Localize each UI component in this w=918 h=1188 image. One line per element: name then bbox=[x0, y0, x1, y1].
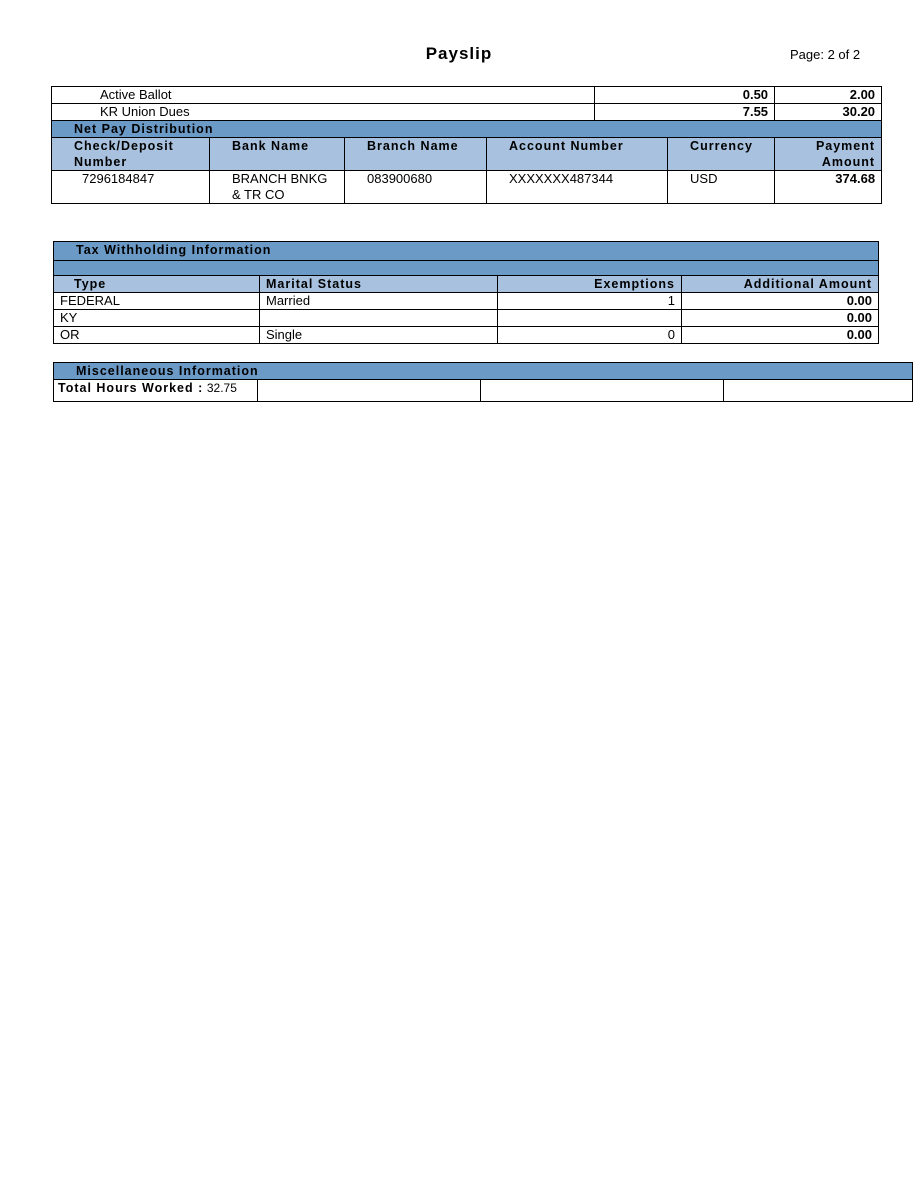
column-header: Currency bbox=[668, 138, 775, 171]
deduction-ytd: 30.20 bbox=[775, 104, 882, 121]
section-title: Miscellaneous Information bbox=[54, 363, 913, 380]
deductions-net-pay-table bbox=[51, 86, 882, 204]
table-row bbox=[52, 171, 882, 204]
empty-cell bbox=[481, 380, 724, 402]
section-title: Net Pay Distribution bbox=[52, 121, 882, 138]
column-header: Payment Amount bbox=[775, 138, 882, 171]
hours-label: Total Hours Worked : bbox=[58, 381, 204, 395]
payment-amount: 374.68 bbox=[775, 171, 882, 204]
empty-cell bbox=[258, 380, 481, 402]
check-number: 7296184847 bbox=[52, 171, 210, 204]
deduction-row bbox=[52, 104, 882, 121]
deduction-ytd: 2.00 bbox=[775, 87, 882, 104]
hours-value: 32.75 bbox=[206, 381, 237, 395]
currency: USD bbox=[668, 171, 775, 204]
tax-withholding-table bbox=[53, 241, 879, 344]
page-title: Payslip bbox=[425, 44, 493, 63]
column-header: Marital Status bbox=[260, 276, 498, 293]
column-header: Account Number bbox=[487, 138, 668, 171]
tax-type: FEDERAL bbox=[54, 293, 260, 310]
account-number: XXXXXXX487344 bbox=[487, 171, 668, 204]
marital-status bbox=[260, 310, 498, 327]
column-header: Check/Deposit Number bbox=[52, 138, 210, 171]
exemptions: 1 bbox=[498, 293, 682, 310]
table-row bbox=[54, 293, 879, 310]
misc-info-table bbox=[53, 362, 913, 402]
additional-amount: 0.00 bbox=[682, 310, 879, 327]
column-header: Additional Amount bbox=[682, 276, 879, 293]
deduction-label: Active Ballot bbox=[52, 87, 595, 104]
branch-name: 083900680 bbox=[345, 171, 487, 204]
table-header bbox=[52, 138, 882, 171]
column-header: Exemptions bbox=[498, 276, 682, 293]
deduction-row bbox=[52, 87, 882, 104]
bank-name: BRANCH BNKG & TR CO bbox=[210, 171, 345, 204]
deduction-current: 7.55 bbox=[595, 104, 775, 121]
table-row bbox=[54, 380, 913, 402]
exemptions: 0 bbox=[498, 327, 682, 344]
table-row bbox=[54, 327, 879, 344]
column-header: Bank Name bbox=[210, 138, 345, 171]
deduction-label: KR Union Dues bbox=[52, 104, 595, 121]
column-header: Branch Name bbox=[345, 138, 487, 171]
section-spacer bbox=[54, 261, 879, 276]
additional-amount: 0.00 bbox=[682, 327, 879, 344]
tax-type: KY bbox=[54, 310, 260, 327]
page-number: Page: 2 of 2 bbox=[790, 47, 861, 62]
additional-amount: 0.00 bbox=[682, 293, 879, 310]
marital-status: Single bbox=[260, 327, 498, 344]
table-row bbox=[54, 310, 879, 327]
exemptions bbox=[498, 310, 682, 327]
deduction-current: 0.50 bbox=[595, 87, 775, 104]
marital-status: Married bbox=[260, 293, 498, 310]
column-header: Type bbox=[54, 276, 260, 293]
section-title: Tax Withholding Information bbox=[54, 242, 879, 261]
empty-cell bbox=[724, 380, 913, 402]
table-header bbox=[54, 276, 879, 293]
tax-type: OR bbox=[54, 327, 260, 344]
